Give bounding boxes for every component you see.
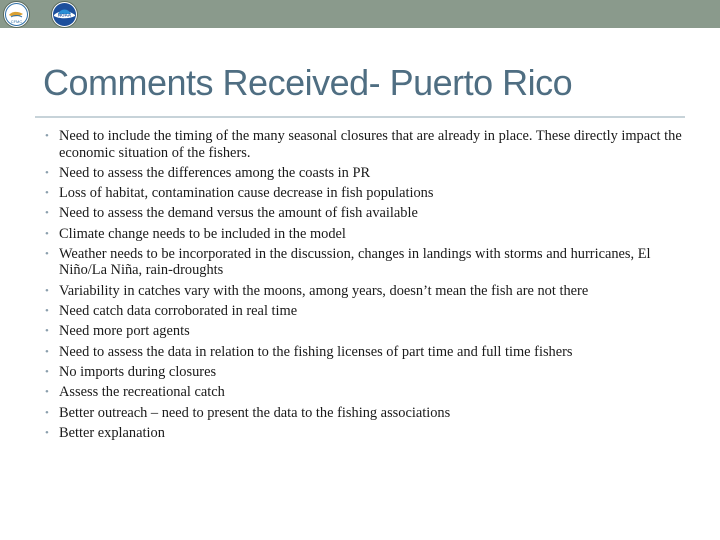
bullet-marker-icon: • <box>45 426 49 439</box>
noaa-logo-text: NOAA <box>57 12 72 18</box>
bullet-item <box>45 246 685 279</box>
bullet-item <box>45 344 685 361</box>
bullet-marker-icon: • <box>45 130 49 142</box>
bullet-text: Need catch data corroborated in real time <box>59 303 298 320</box>
bullet-marker-icon: • <box>45 166 49 179</box>
bullet-marker-icon: • <box>45 345 49 358</box>
bullet-text: Variability in catches vary with the moons, among years, doesn’t mean the fish are not there <box>59 282 589 299</box>
noaa-logo-icon <box>51 1 78 28</box>
bullet-text: Loss of habitat, contamination cause decrease in fish populations <box>59 185 434 202</box>
bullet-item <box>45 165 685 182</box>
bullet-list <box>45 128 685 445</box>
bullet-marker-icon: • <box>45 207 49 220</box>
bullet-marker-icon: • <box>45 325 49 338</box>
bullet-item <box>45 323 685 340</box>
cfmc-logo-text: CFMC <box>10 19 23 24</box>
bullet-text: Need more port agents <box>59 323 190 340</box>
bullet-marker-icon: • <box>45 284 49 297</box>
bullet-item <box>45 384 685 401</box>
top-banner <box>0 0 720 28</box>
bullet-marker-icon: • <box>45 187 49 200</box>
bullet-item <box>45 283 685 300</box>
bullet-item <box>45 425 685 442</box>
bullet-marker-icon: • <box>45 365 49 378</box>
bullet-text: No imports during closures <box>59 363 217 380</box>
bullet-text: Better explanation <box>59 424 165 441</box>
bullet-marker-icon: • <box>45 406 49 419</box>
bullet-item <box>45 405 685 422</box>
bullet-text: Need to assess the differences among the coasts in PR <box>59 164 371 181</box>
bullet-text: Better outreach – need to present the data to the fishing associations <box>59 404 451 421</box>
slide-title: Comments Received- Puerto Rico <box>43 62 573 103</box>
bullet-item <box>45 226 685 243</box>
bullet-marker-icon: • <box>45 386 49 399</box>
title-divider <box>35 116 685 118</box>
bullet-text: Climate change needs to be included in the model <box>59 225 346 242</box>
bullet-text: Need to include the timing of the many seasonal closures that are already in place. These directly impact the economic situation of the fishers. <box>59 128 682 161</box>
bullet-item <box>45 364 685 381</box>
bullet-item <box>45 128 685 161</box>
bullet-marker-icon: • <box>45 305 49 318</box>
bullet-text: Need to assess the data in relation to the fishing licenses of part time and full time fishers <box>59 343 573 360</box>
bullet-item <box>45 205 685 222</box>
bullet-text: Need to assess the demand versus the amount of fish available <box>59 205 418 222</box>
bullet-text: Weather needs to be incorporated in the discussion, changes in landings with storms and hurricanes, El Niño/La Niña, rain-droughts <box>59 245 651 279</box>
bullet-text: Assess the recreational catch <box>59 384 225 401</box>
bullet-item <box>45 303 685 320</box>
bullet-marker-icon: • <box>45 247 49 260</box>
bullet-item <box>45 185 685 202</box>
bullet-marker-icon: • <box>45 227 49 240</box>
cfmc-logo-icon <box>3 1 30 28</box>
